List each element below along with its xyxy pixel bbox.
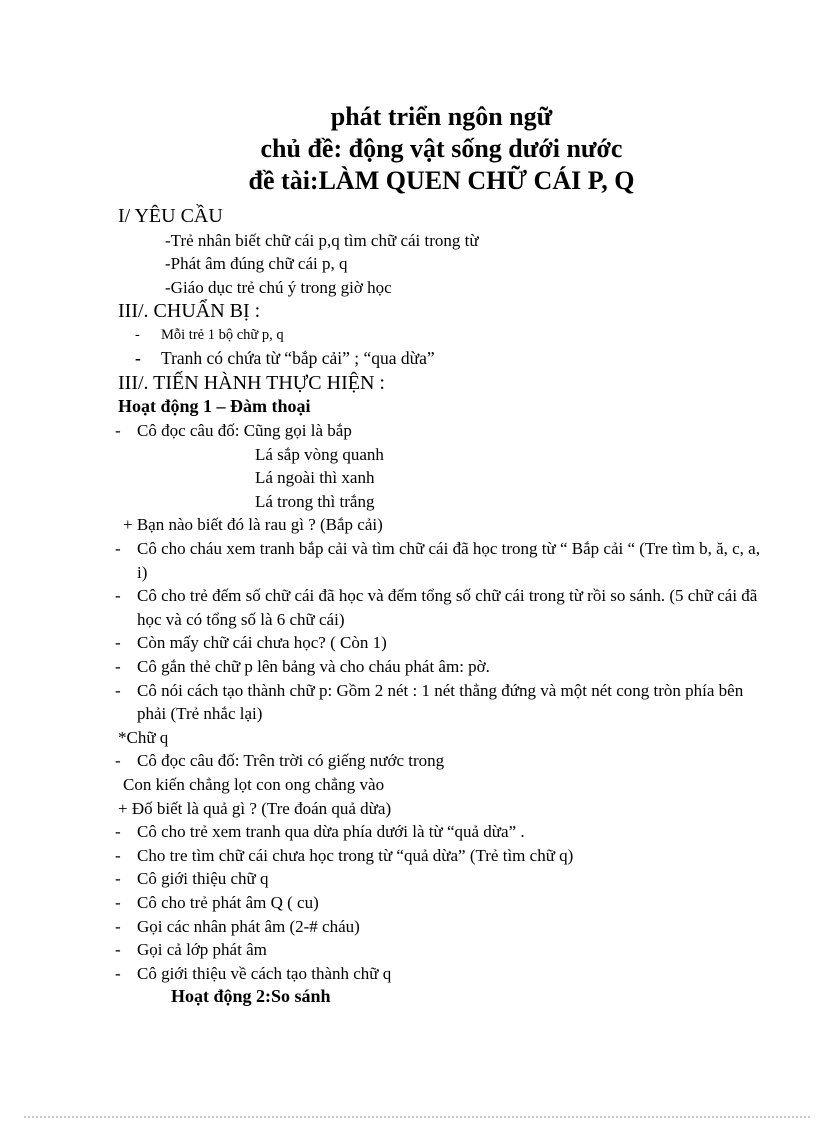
bullet-dash: -: [115, 751, 121, 771]
line-text: Cô cho trẻ xem tranh qua dừa phía dưới là từ “quả dừa” .: [137, 822, 525, 842]
step-item: [115, 749, 768, 773]
riddle-verse-line: Lá ngoài thì xanh: [255, 468, 375, 488]
document-title: [115, 101, 768, 197]
line-text: Còn mấy chữ cái chưa học? ( Còn 1): [137, 633, 387, 653]
bullet-dash: -: [115, 633, 121, 653]
section-heading-yeu-cau: I/ YÊU CẦU: [118, 205, 223, 227]
bullet-dash: -: [115, 657, 121, 676]
title-line-2: chủ đề: động vật sống dưới nước: [260, 134, 623, 163]
line-text: Gọi các nhân phát âm (2-# cháu): [137, 916, 360, 936]
bullet-dash: -: [115, 869, 121, 889]
bullet-dash: -: [115, 421, 121, 441]
line-text: Cô giới thiệu chữ q: [137, 869, 269, 889]
letter-q-label: *Chữ q: [118, 727, 169, 747]
bullet-dash: -: [115, 822, 121, 842]
section-heading-tien-hanh: III/. TIẾN HÀNH THỰC HIỆN :: [118, 371, 385, 394]
step-item: [115, 584, 768, 631]
line-text: Tranh có chứa từ “bắp cải” ; “qua dừa”: [161, 348, 435, 369]
bullet-dash: -: [135, 326, 140, 343]
line-text: Cô nói cách tạo thành chữ p: Gồm 2 nét : 1 nét thẳng đứng và một nét cong tròn phía bên phải (Trẻ nhắc lại): [137, 680, 744, 724]
step-item: [115, 844, 768, 868]
activity-2-heading: Hoạt động 2:So sánh: [171, 986, 331, 1007]
line-text: Cô giới thiệu về cách tạo thành chữ q: [137, 963, 392, 983]
title-line-1: phát triển ngôn ngữ: [330, 102, 553, 131]
line-text: Gọi cả lớp phát âm: [137, 940, 267, 960]
step-item: [115, 915, 768, 939]
step-item: [115, 891, 768, 915]
step-item: [115, 962, 768, 986]
step-item: [115, 631, 768, 655]
line-text: Cô đọc câu đố: Cũng gọi là bắp: [137, 421, 352, 441]
step-item: [115, 679, 768, 726]
step-item: [115, 820, 768, 844]
bullet-dash: -: [115, 586, 121, 606]
step-item: [115, 537, 768, 584]
line-text: Cô gắn thẻ chữ p lên bảng và cho cháu phát âm: pờ.: [137, 657, 490, 676]
bullet-dash: -: [115, 892, 121, 912]
line-text: Cho tre tìm chữ cái chưa học trong từ “quả dừa” (Trẻ tìm chữ q): [137, 845, 574, 865]
requirement-item: -Trẻ nhân biết chữ cái p,q tìm chữ cái trong từ: [165, 230, 479, 250]
page-break-dotted-line: [24, 1116, 810, 1118]
requirement-item: -Giáo dục trẻ chú ý trong giờ học: [165, 277, 392, 297]
preparation-item: [135, 347, 768, 371]
bullet-dash: -: [115, 916, 121, 936]
question-line: + Bạn nào biết đó là rau gì ? (Bắp cải): [123, 515, 383, 535]
bullet-dash: -: [115, 940, 121, 960]
activity-1-heading: Hoạt động 1 – Đàm thoại: [118, 396, 311, 417]
line-text: Cô đọc câu đố: Trên trời có giếng nước trong: [137, 751, 445, 771]
document-body: [115, 204, 768, 1009]
step-item: [115, 655, 768, 679]
bullet-dash: -: [115, 963, 121, 983]
section-heading-chuan-bi: III/. CHUẨN BỊ :: [118, 300, 261, 323]
bullet-dash: -: [115, 845, 121, 865]
line-text: Cô cho cháu xem tranh bắp cải và tìm chữ cái đã học trong từ “ Bắp cải “ (Tre tìm b, ă, c, a, i): [137, 539, 760, 582]
bullet-dash: -: [115, 539, 121, 559]
step-item: [115, 419, 768, 443]
riddle-verse-line: Lá trong thì trắng: [255, 491, 375, 511]
riddle-line: Con kiến chẳng lọt con ong chẳng vào: [123, 774, 385, 794]
step-item: [115, 867, 768, 891]
bullet-dash: -: [135, 348, 141, 369]
preparation-item: [135, 324, 768, 348]
riddle-verse-line: Lá sắp vòng quanh: [255, 444, 384, 464]
line-text: Cô cho trẻ đếm số chữ cái đã học và đếm tổng số chữ cái trong từ rồi so sánh. (5 chữ cái đã học và có tổng số là 6 chữ cái): [137, 586, 758, 629]
bullet-dash: -: [115, 680, 121, 700]
requirement-item: -Phát âm đúng chữ cái p, q: [165, 254, 348, 274]
line-text: Mỗi trẻ 1 bộ chữ p, q: [161, 326, 284, 343]
step-item: [115, 938, 768, 962]
question-line: + Đố biết là quả gì ? (Tre đoán quả dừa): [118, 798, 392, 818]
line-text: Cô cho trẻ phát âm Q ( cu): [137, 892, 319, 912]
title-line-3: đề tài:LÀM QUEN CHỮ CÁI P, Q: [248, 166, 635, 195]
